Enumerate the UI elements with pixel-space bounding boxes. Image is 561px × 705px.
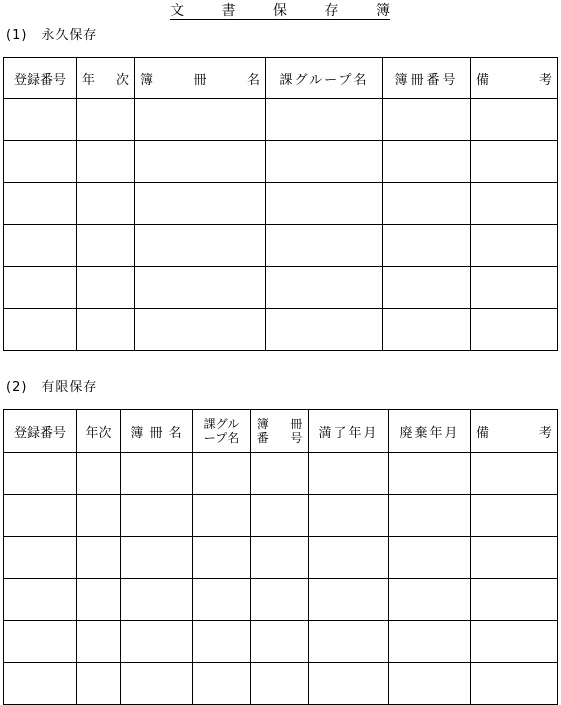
- table-cell[interactable]: [4, 579, 77, 621]
- table-cell[interactable]: [389, 495, 471, 537]
- table-cell[interactable]: [4, 225, 77, 267]
- table-cell[interactable]: [77, 225, 135, 267]
- header-ledger-number: 簿冊番号: [383, 58, 471, 99]
- table-row: [4, 183, 558, 225]
- table-cell[interactable]: [251, 453, 309, 495]
- header-year: 年次: [77, 410, 121, 453]
- table-cell[interactable]: [471, 537, 558, 579]
- header-division-group-name: 課グル ープ名: [193, 410, 251, 453]
- table-cell[interactable]: [4, 537, 77, 579]
- table-cell[interactable]: [135, 183, 266, 225]
- header-registration-number: 登録番号: [4, 410, 77, 453]
- table-cell[interactable]: [383, 309, 471, 351]
- table-cell[interactable]: [471, 453, 558, 495]
- limited-storage-table: [3, 409, 558, 705]
- table-cell[interactable]: [4, 99, 77, 141]
- table-cell[interactable]: [135, 141, 266, 183]
- table-cell[interactable]: [471, 309, 558, 351]
- table-cell[interactable]: [383, 99, 471, 141]
- table-cell[interactable]: [471, 183, 558, 225]
- table-row: [4, 99, 558, 141]
- table-cell[interactable]: [471, 141, 558, 183]
- table1-header-row: [4, 58, 558, 99]
- table-cell[interactable]: [4, 621, 77, 663]
- table-row: [4, 225, 558, 267]
- table-cell[interactable]: [471, 663, 558, 705]
- table-cell[interactable]: [4, 663, 77, 705]
- table-cell[interactable]: [471, 579, 558, 621]
- table-cell[interactable]: [193, 453, 251, 495]
- table-cell[interactable]: [266, 309, 383, 351]
- header-disposal-month: 廃棄年月: [389, 410, 471, 453]
- header-remarks: 備 考: [471, 410, 558, 453]
- table-cell[interactable]: [251, 537, 309, 579]
- table-cell[interactable]: [121, 621, 193, 663]
- table-cell[interactable]: [251, 579, 309, 621]
- table-cell[interactable]: [77, 183, 135, 225]
- table-row: [4, 141, 558, 183]
- header-expiry-month: 満了年月: [309, 410, 389, 453]
- table-cell[interactable]: [193, 495, 251, 537]
- table-row: [4, 267, 558, 309]
- table-cell[interactable]: [121, 579, 193, 621]
- table-cell[interactable]: [193, 537, 251, 579]
- document-title: [170, 3, 390, 20]
- table-cell[interactable]: [77, 141, 135, 183]
- title-char: 書: [221, 3, 236, 19]
- table-row: [4, 537, 558, 579]
- header-division-group-name: 課グループ名: [266, 58, 383, 99]
- table-row: [4, 621, 558, 663]
- title-char: 文: [170, 3, 184, 19]
- title-char: 存: [324, 3, 339, 19]
- header-registration-number: 登録番号: [4, 58, 77, 99]
- table-cell[interactable]: [266, 141, 383, 183]
- header-ledger-name: 簿 冊 名: [121, 410, 193, 453]
- table-cell[interactable]: [4, 453, 77, 495]
- table-row: [4, 663, 558, 705]
- table-cell[interactable]: [4, 141, 77, 183]
- table-cell[interactable]: [383, 183, 471, 225]
- table-cell[interactable]: [77, 453, 121, 495]
- table-cell[interactable]: [266, 225, 383, 267]
- table-cell[interactable]: [266, 267, 383, 309]
- table-cell[interactable]: [77, 537, 121, 579]
- table-cell[interactable]: [135, 99, 266, 141]
- table-cell[interactable]: [266, 183, 383, 225]
- table-cell[interactable]: [389, 579, 471, 621]
- table-cell[interactable]: [77, 309, 135, 351]
- table-cell[interactable]: [4, 183, 77, 225]
- table-cell[interactable]: [135, 267, 266, 309]
- table-cell[interactable]: [309, 453, 389, 495]
- table-cell[interactable]: [4, 495, 77, 537]
- table-cell[interactable]: [135, 309, 266, 351]
- table-row: [4, 453, 558, 495]
- table-cell[interactable]: [121, 537, 193, 579]
- table-cell[interactable]: [266, 99, 383, 141]
- header-ledger-name: 簿 冊 名: [135, 58, 266, 99]
- table-cell[interactable]: [251, 663, 309, 705]
- table-cell[interactable]: [77, 99, 135, 141]
- table-cell[interactable]: [121, 495, 193, 537]
- section1-label: (1) 永久保存: [6, 28, 98, 43]
- table-cell[interactable]: [471, 99, 558, 141]
- table-cell[interactable]: [309, 537, 389, 579]
- table-cell[interactable]: [383, 225, 471, 267]
- table-cell[interactable]: [309, 495, 389, 537]
- table-cell[interactable]: [135, 225, 266, 267]
- table-cell[interactable]: [4, 309, 77, 351]
- table-cell[interactable]: [389, 537, 471, 579]
- table-cell[interactable]: [471, 267, 558, 309]
- table-cell[interactable]: [77, 663, 121, 705]
- table-cell[interactable]: [383, 141, 471, 183]
- section2-label: (2) 有限保存: [6, 380, 98, 395]
- table-cell[interactable]: [193, 579, 251, 621]
- header-remarks: 備 考: [471, 58, 558, 99]
- header-ledger-number: 簿 冊 番 号: [251, 410, 309, 453]
- table-row: [4, 579, 558, 621]
- table-cell[interactable]: [77, 621, 121, 663]
- table2-header-row: [4, 410, 558, 453]
- title-char: 保: [273, 3, 287, 19]
- table-cell[interactable]: [389, 453, 471, 495]
- table-cell[interactable]: [471, 225, 558, 267]
- table-cell[interactable]: [121, 663, 193, 705]
- permanent-storage-table: [3, 57, 558, 351]
- table-row: [4, 495, 558, 537]
- table-cell[interactable]: [471, 495, 558, 537]
- table-cell[interactable]: [389, 663, 471, 705]
- table-cell[interactable]: [383, 267, 471, 309]
- table-cell[interactable]: [77, 579, 121, 621]
- header-year: 年 次: [77, 58, 135, 99]
- table-cell[interactable]: [251, 495, 309, 537]
- table-cell[interactable]: [77, 495, 121, 537]
- table-cell[interactable]: [389, 621, 471, 663]
- table-cell[interactable]: [121, 453, 193, 495]
- table-cell[interactable]: [309, 663, 389, 705]
- title-char: 簿: [376, 3, 390, 19]
- table-cell[interactable]: [309, 579, 389, 621]
- table-cell[interactable]: [4, 267, 77, 309]
- table-cell[interactable]: [251, 621, 309, 663]
- table-row: [4, 309, 558, 351]
- table-cell[interactable]: [471, 621, 558, 663]
- table-cell[interactable]: [77, 267, 135, 309]
- table-cell[interactable]: [193, 621, 251, 663]
- table-cell[interactable]: [193, 663, 251, 705]
- table-cell[interactable]: [309, 621, 389, 663]
